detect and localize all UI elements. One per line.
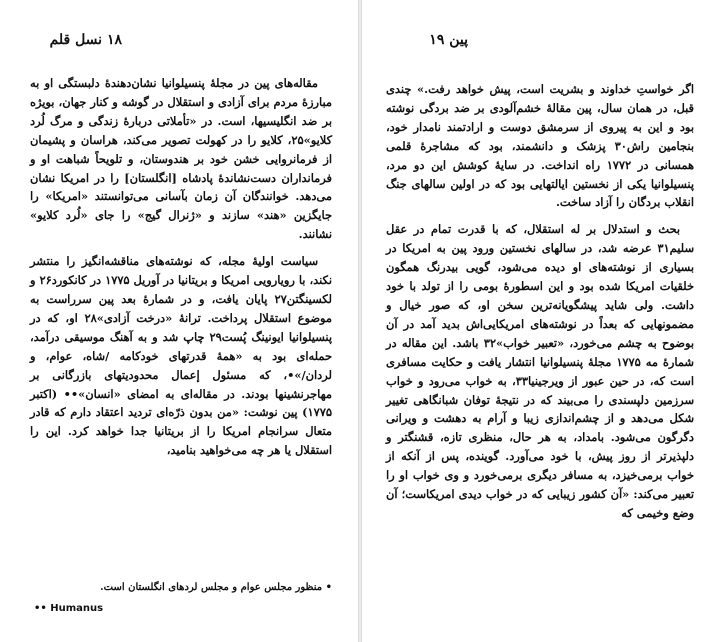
left-page-body — [30, 74, 332, 460]
right-page-body — [386, 80, 694, 523]
right-paragraph-1: اگر خواستِ خداوند و بشریت است، پیش خواهد رفت.» چندی قبل، در همان سال، پین مقالهٔ خشم‌آلودی بر ضد بردگی نوشته بود و این به پیروی از سرمشق دوست و ارادتمند نامدار خود، بنجامین راش۳۰ پزشک و دانشمند، بود که مشاجرهٔ قلمی همسانی در ۱۷۷۲ راه انداخت. در سایهٔ کوشش این دو مرد، پنسیلوانیا یکی از نخستین ایالتهایی بود که در اولین سالهای جنگ انقلاب بردگان را آزاد ساخت. — [386, 82, 694, 210]
right-page — [360, 0, 720, 642]
right-paragraph-2: بحث و استدلال بر له استقلال، که با قدرت تمام در عقل سلیم۳۱ عرضه شد، در سالهای نخستین ورود پین به امریکا در بسیاری از نوشته‌های او دیده می‌شود، گویی بیدرنگ همگون خلقیات امریکا شده بود و این اسطورهٔ بومی را از تولد با خود داشت. ولی شاید پیشگویانه‌ترین سخن او، که صور خیال و مضمونهایی که بعداً در نوشته‌های امریکایی‌اش بدید آمد در آن بوضوح به چشم می‌خورد، «تعبیر خواب»۳۲ باشد. این مقاله در شمارهٔ مه ۱۷۷۵ مجلهٔ پنسیلوانیا انتشار یافت و حکایت مسافری است که، در حین عبور از ویرجینیا۳۳، به خواب می‌رود و خواب سرزمین دلپسندی را می‌بیند که در نتیجهٔ توفان شبانگاهی تغییر شکل می‌دهد و از چشم‌اندازی زیبا و آرام به دهشت و ویرانی دگرگون می‌شود. بامداد، به هر حال، منظری تازه، قشنگتر و دلپذیرتر از روز پیش، با خود می‌آورد. گوینده، پس از آنکه از خواب برمی‌خیزد، به مسافر دیگری برمی‌خورد و وی خواب او را تعبیر می‌کند: «آن کشور زیبایی که در خواب دیدی امریکاست؛ آن وضع وخیمی که — [386, 222, 695, 520]
left-paragraph-2: سیاست اولیهٔ مجله، که نوشته‌های مناقشه‌انگیز را منتشر نکند، با رویارویی امریکا و بریتانیا در آوریل ۱۷۷۵ در کانکورد۲۶ و لکسینگتن۲۷ پایان یافت، و در شمارهٔ بعد پین سرراست به موضوع استقلال پرداخت. ترانهٔ «درخت آزادی»۲۸ او، که در پنسیلوانیا ایونینگ پُست۲۹ چاپ شد و به آهنگ موسیقی درآمد، حمله‌ای بود به «همهٔ قدرتهای خودکامه /شاه، عوام، و لردان/»•، که مسئول إعمال محدودیتهای بازرگانی بر مهاجرنشینها بودند. در مقاله‌ای به امضای «انسان»•• (اکتبر ۱۷۷۵) پین نوشت: «من بدون ذرّه‌ای تردید اعتقاد دارم که قادر متعال سرانجام امریکا را از بریتانیا جدا خواهد کرد. این را استقلال یا هر چه می‌خواهید بنامید، — [30, 254, 332, 458]
running-head-left: ۱۸ نسل قلم — [49, 32, 122, 48]
running-head-right: پین ۱۹ — [429, 32, 468, 48]
footnote: • منظور مجلس عوام و مجلس لردهای انگلستان است. — [100, 582, 332, 593]
left-paragraph-1: مقاله‌های پین در مجلهٔ پنسیلوانیا نشان‌دهندهٔ دلبستگی او به مبارزهٔ مردم برای آزادی و استقلال در گوشه و کنار جهان، بویژه بر ضد انگلیسیها، است. در «تأملاتی دربارهٔ زندگی و مرگ لُرد کلایو»۲۵، کلایو را در کهولت تصویر می‌کند، هراسان و پشیمان از فرمانروایی خشن خود بر هندوستان، و تلویحاً شباهت او و فرمانداران دست‌نشاندهٔ پادشاه [انگلستان] را در امریکا نشان می‌دهد. خوانندگان آن زمان بآسانی می‌توانستند «امریکا» را جایگزین «هند» سازند و «ژنرال گیج» را جای «لُرد کلایو» نشانند. — [30, 76, 332, 242]
footnote-latin-term: •• Humanus — [34, 603, 104, 614]
